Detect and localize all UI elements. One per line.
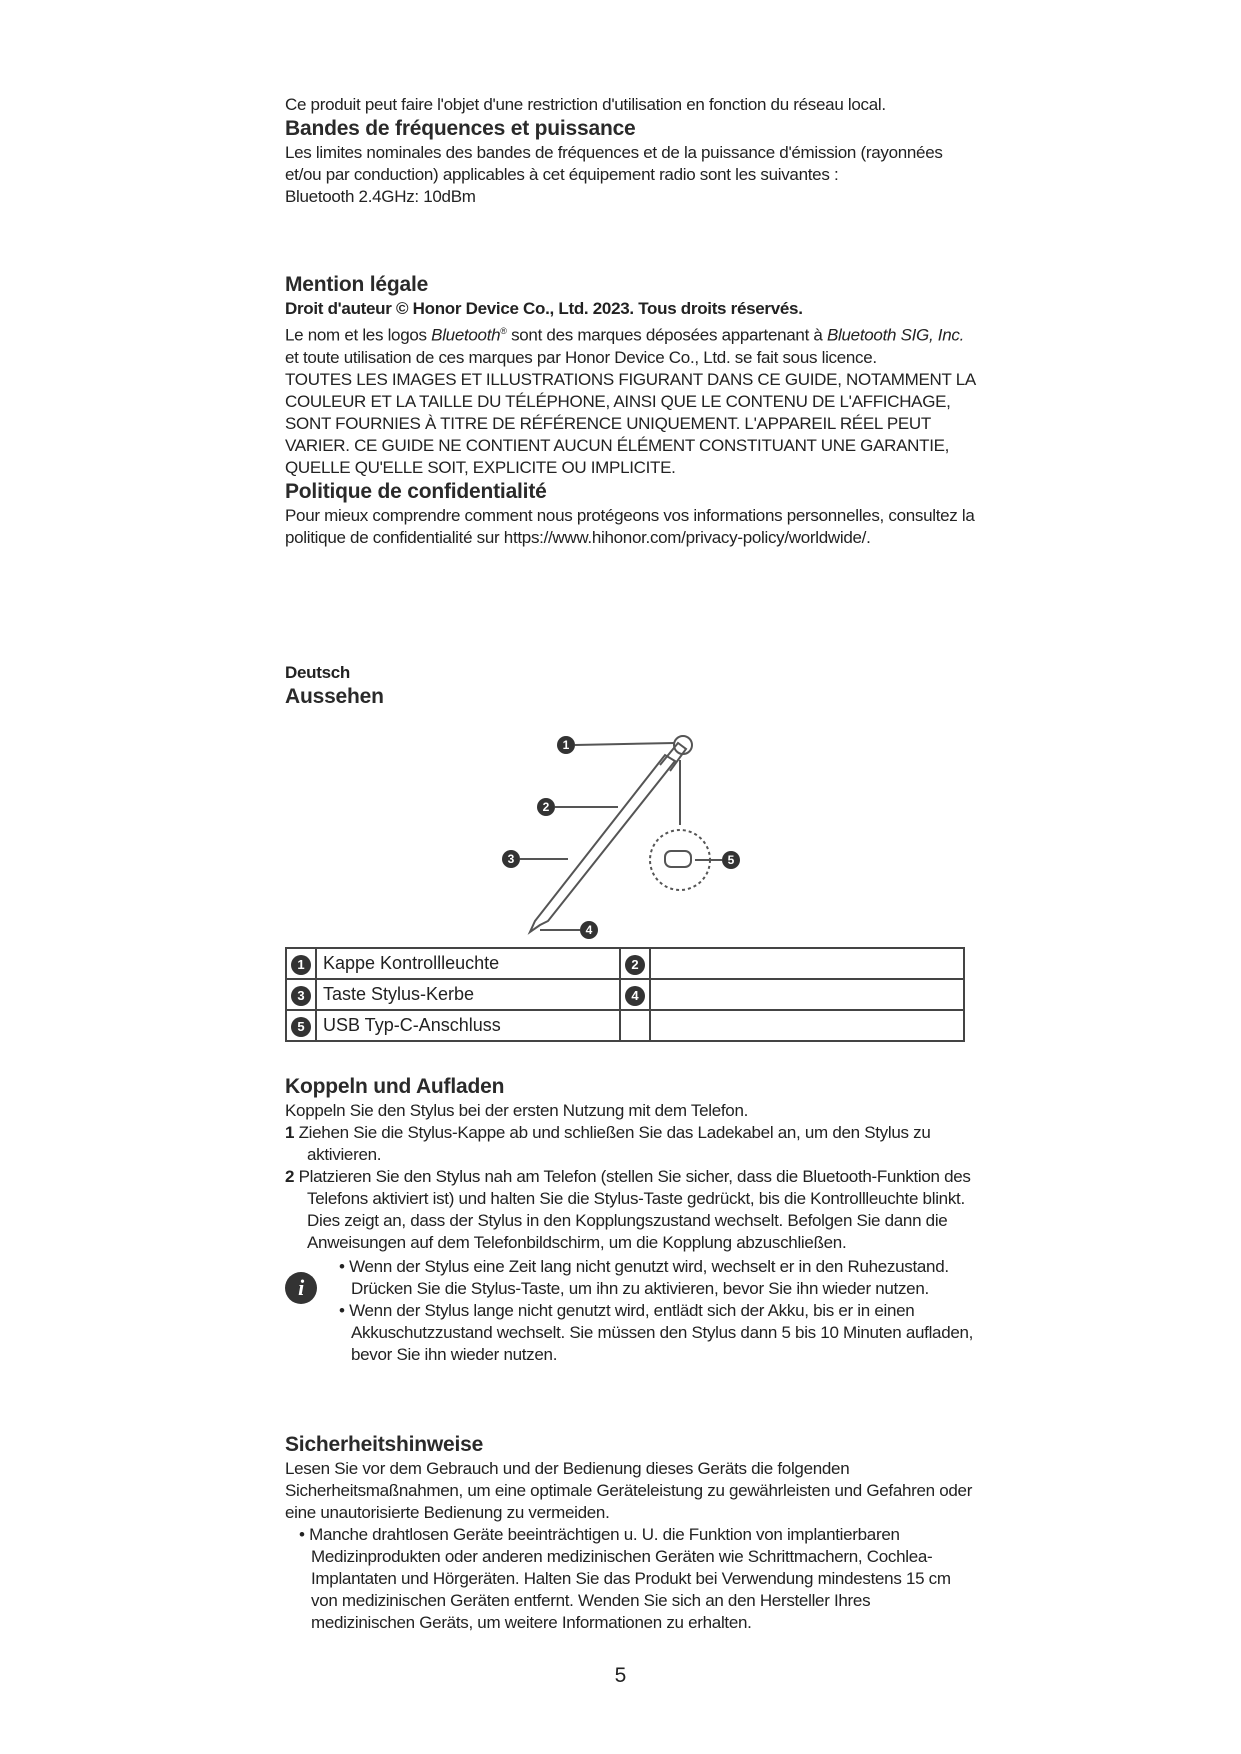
parts-table [285, 947, 965, 1042]
safety-text: Manche drahtlosen Geräte beeinträchtigen u. U. die Funktion von implantierbaren Medizinprodukten oder anderen medizinischen Geräten wie Schrittmachern, Cochlea-Implantaten und Hörgeräten. Halten Sie das Produkt bei Verwendung mindestens 15 cm von medizinischen Geräten entfernt. Wenden Sie sich an den Hersteller Ihres medizinischen Geräts, um weitere Informationen zu erhalten. [309, 1525, 951, 1632]
table-row [286, 948, 964, 979]
note-item: • Wenn der Stylus eine Zeit lang nicht genutzt wird, wechselt er in den Ruhezustand. Drücken Sie die Stylus-Taste, um ihn zu aktivieren, bevor Sie ihn wieder nutzen. [339, 1257, 949, 1298]
note-text: Wenn der Stylus eine Zeit lang nicht genutzt wird, wechselt er in den Ruhezustand. Drücken Sie die Stylus-Taste, um ihn zu aktivieren, bevor Sie ihn wieder nutzen. [349, 1257, 949, 1298]
disclaimer-text: TOUTES LES IMAGES ET ILLUSTRATIONS FIGURANT DANS CE GUIDE, NOTAMMENT LA COULEUR ET LA TAILLE DU TÉLÉPHONE, AINSI QUE LE CONTENU DE L'AFFICHAGE, SONT FOURNIES À TITRE DE RÉFÉRENCE UNIQUEMENT. L'APPAREIL RÉEL PEUT VARIER. CE GUIDE NE CONTIENT AUCUN ÉLÉMENT CONSTITUANT UNE GARANTIE, QUELLE QU'ELLE SOIT, EXPLICITE OU IMPLICITE. [285, 369, 975, 477]
legal-heading: Mention légale [285, 273, 429, 296]
french-network-section [285, 94, 975, 208]
callout-2: 2 [542, 800, 550, 814]
step-item [285, 1166, 975, 1254]
part-label: USB Typ-C-Anschluss [316, 1010, 620, 1041]
part-number: 3 [291, 986, 311, 1006]
stylus-diagram [500, 725, 760, 940]
safety-intro: Lesen Sie vor dem Gebrauch und der Bedienung dieses Geräts die folgenden Sicherheitsmaßnahmen, um eine optimale Geräteleistung zu gewährleisten und Gefahren oder eine unautorisierte Bedienung zu vermeiden. [285, 1459, 973, 1522]
copyright-text: Droit d'auteur © Honor Device Co., Ltd. 2023. Tous droits réservés. [285, 299, 803, 318]
stylus-body [530, 755, 675, 932]
info-note [285, 1256, 975, 1366]
step-text: Platzieren Sie den Stylus nah am Telefon (stellen Sie sicher, dass die Bluetooth-Funktion des Telefons aktiviert ist) und halten Sie die Stylus-Taste gedrückt, bis die Kontrollleuchte blinkt. Dies zeigt an, dass der Stylus in den Kopplungszustand wechselt. Befolgen Sie dann die Anweisungen auf dem Telefonbildschirm, um die Kopplung abzuschließen. [298, 1167, 971, 1252]
bands-text: Les limites nominales des bandes de fréquences et de la puissance d'émission (rayonnées et/ou par conduction) applicables à cet équipement radio sont les suivantes : [285, 143, 943, 184]
callout-4: 4 [585, 923, 593, 937]
appearance-heading: Aussehen [285, 685, 384, 708]
step-number: 1 [285, 1123, 295, 1142]
part-label [650, 979, 964, 1010]
part-label: Kappe Kontrollleuchte [316, 948, 620, 979]
language-label: Deutsch [285, 663, 350, 682]
safety-item: • Manche drahtlosen Geräte beeinträchtigen u. U. die Funktion von implantierbaren Medizinprodukten oder anderen medizinischen Geräten wie Schrittmachern, Cochlea-Implantaten und Hörgeräten. Halten Sie das Produkt bei Verwendung mindestens 15 cm von medizinischen Geräten entfernt. Wenden Sie sich an den Hersteller Ihres medizinischen Geräts, um weitere Informationen zu erhalten. [299, 1525, 951, 1632]
bluetooth-brand: Bluetooth [431, 325, 501, 345]
note-text: Wenn der Stylus lange nicht genutzt wird, entlädt sich der Akku, bis er in einen Akkuschutzzustand wechselt. Sie müssen den Stylus dann 5 bis 10 Minuten aufladen, bevor Sie ihn wieder nutzen. [349, 1301, 974, 1364]
callout-5: 5 [727, 853, 735, 867]
pairing-section [285, 1074, 975, 1366]
bluetooth-sig: Bluetooth SIG, Inc. [827, 325, 965, 345]
legal-section [285, 272, 975, 549]
part-label: Taste Stylus-Kerbe [316, 979, 620, 1010]
page-number: 5 [614, 1664, 627, 1687]
privacy-text: Pour mieux comprendre comment nous protégeons vos informations personnelles, consultez la politique de confidentialité sur https://www.hihonor.com/privacy-policy/worldwide/. [285, 505, 975, 547]
info-icon: i [285, 1272, 317, 1304]
pairing-heading: Koppeln und Aufladen [285, 1075, 505, 1098]
bands-heading: Bandes de fréquences et puissance [285, 117, 636, 140]
part-number: 2 [625, 955, 645, 975]
safety-section [285, 1432, 975, 1634]
german-header [285, 662, 975, 710]
trademark-part: Le nom et les logos [285, 325, 432, 345]
registered-mark: ® [500, 326, 507, 336]
restriction-text: Ce produit peut faire l'objet d'une restriction d'utilisation en fonction du réseau local. [285, 95, 886, 114]
table-row [286, 1010, 964, 1041]
part-number: 1 [291, 955, 311, 975]
privacy-heading: Politique de confidentialité [285, 479, 547, 503]
table-row [286, 979, 964, 1010]
trademark-text [285, 320, 975, 369]
safety-heading: Sicherheitshinweise [285, 1433, 484, 1456]
pairing-intro: Koppeln Sie den Stylus bei der ersten Nutzung mit dem Telefon. [285, 1101, 749, 1120]
part-label [650, 948, 964, 979]
step-item [285, 1122, 975, 1166]
bands-value: Bluetooth 2.4GHz: 10dBm [285, 187, 476, 206]
callout-1: 1 [562, 738, 570, 752]
part-number: 5 [291, 1017, 311, 1037]
part-number: 4 [625, 986, 645, 1006]
step-text: Ziehen Sie die Stylus-Kappe ab und schließen Sie das Ladekabel an, um den Stylus zu aktivieren. [298, 1123, 931, 1164]
callout-3: 3 [507, 852, 515, 866]
trademark-part: et toute utilisation de ces marques par Honor Device Co., Ltd. se fait sous licence. [285, 347, 877, 367]
trademark-part: sont des marques déposées appartenant à [506, 325, 828, 345]
note-item: • Wenn der Stylus lange nicht genutzt wird, entlädt sich der Akku, bis er in einen Akkuschutzzustand wechselt. Sie müssen den Stylus dann 5 bis 10 Minuten aufladen, bevor Sie ihn wieder nutzen. [339, 1301, 974, 1364]
step-number: 2 [285, 1167, 295, 1186]
